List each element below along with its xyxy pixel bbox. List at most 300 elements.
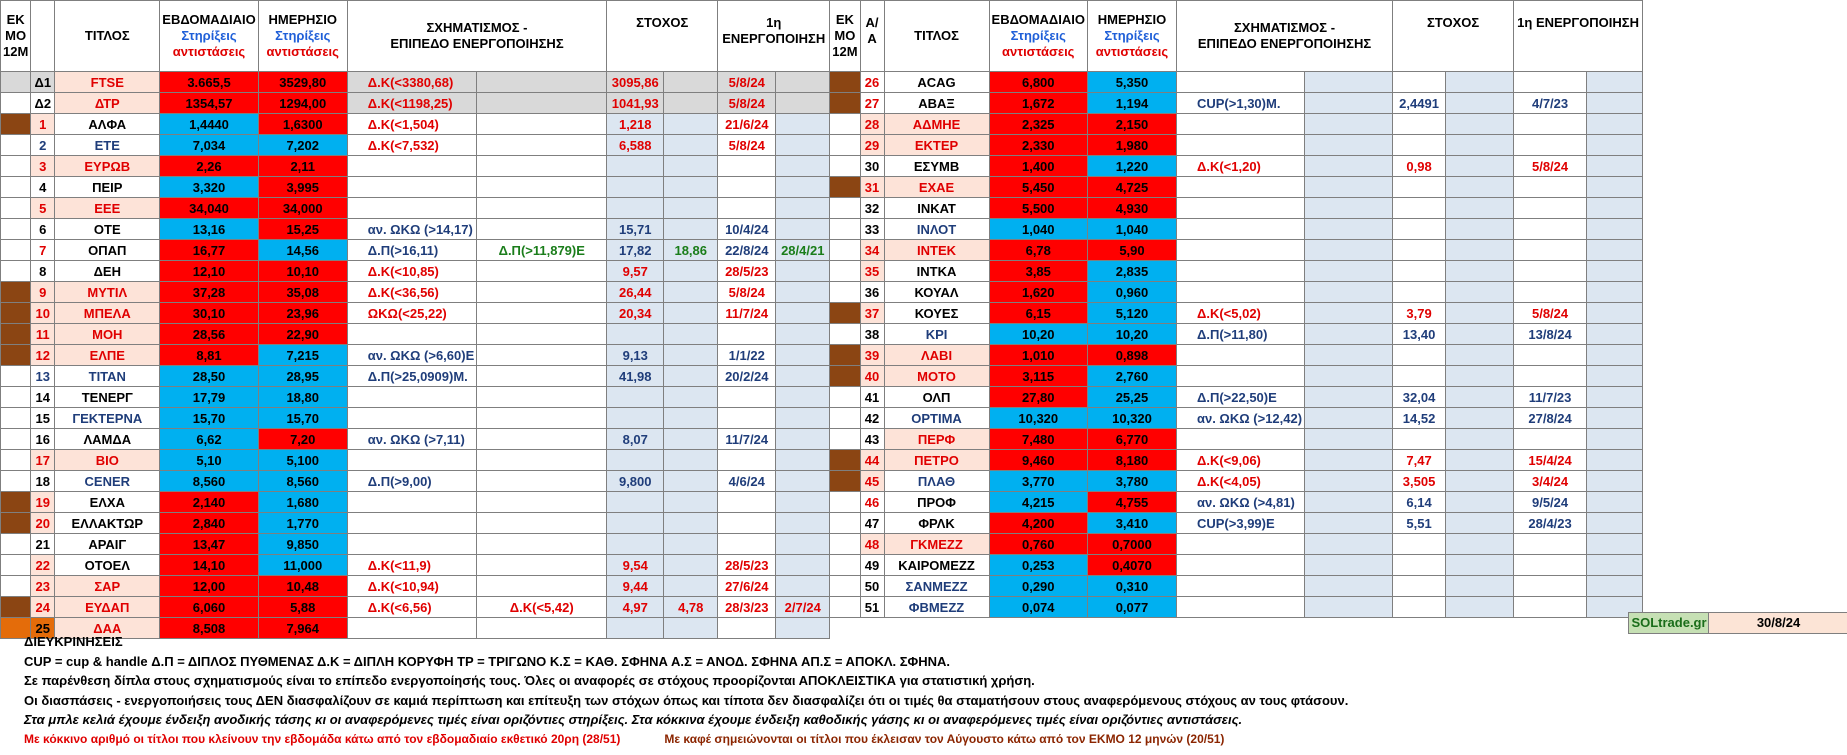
activation-date-right — [1514, 219, 1587, 240]
daily-level: 1,680 — [258, 492, 347, 513]
activation-date: 22/8/24 — [718, 240, 776, 261]
row-number: 8 — [31, 261, 55, 282]
table-row — [1, 555, 1643, 576]
activation-date-right — [1514, 261, 1587, 282]
daily-level-right: 10,20 — [1087, 324, 1176, 345]
table-row — [1, 408, 1643, 429]
activation-date-right — [1514, 576, 1587, 597]
activation-date-right: 28/4/23 — [1514, 513, 1587, 534]
weekly-level-right: 7,480 — [989, 429, 1087, 450]
activation-date — [718, 324, 776, 345]
table-row — [1, 471, 1643, 492]
header-title-right: ΤΙΤΛΟΣ — [884, 1, 989, 72]
activation-date-right: 13/8/24 — [1514, 324, 1587, 345]
daily-level: 7,964 — [258, 618, 347, 639]
weekly-level-right: 5,450 — [989, 177, 1087, 198]
formation-secondary — [477, 198, 607, 219]
formation-right — [1176, 261, 1304, 282]
formation-right: Δ.Π(>22,50)Ε — [1176, 387, 1304, 408]
target: 20,34 — [607, 303, 664, 324]
stock-name: ΕΤΕ — [55, 135, 160, 156]
target-right-spare — [1446, 282, 1514, 303]
formation: Δ.Π(>9,00) — [347, 471, 477, 492]
table-row — [1, 198, 1643, 219]
row-number: 9 — [31, 282, 55, 303]
row-number-right: 36 — [860, 282, 884, 303]
formation-secondary — [477, 450, 607, 471]
formation-right — [1176, 219, 1304, 240]
stock-name-right: ΓΚΜΕΖΖ — [884, 534, 989, 555]
formation-right — [1176, 240, 1304, 261]
activation-date-right-spare — [1587, 450, 1643, 471]
daily-level: 11,000 — [258, 555, 347, 576]
header-activation: 1η ΕΝΕΡΓΟΠΟΙΗΣΗ — [718, 1, 830, 72]
daily-level-right: 6,770 — [1087, 429, 1176, 450]
activation-date-right-spare — [1587, 72, 1643, 93]
formation-right-spare — [1305, 408, 1393, 429]
ekmo-marker — [1, 303, 31, 324]
formation-right-spare — [1305, 429, 1393, 450]
target — [607, 450, 664, 471]
stock-name: ΟΠΑΠ — [55, 240, 160, 261]
stock-name-right: ΙΝΚΑΤ — [884, 198, 989, 219]
activation-date-secondary: 28/4/21 — [776, 240, 830, 261]
daily-level-right: 3,780 — [1087, 471, 1176, 492]
target-right-spare — [1446, 114, 1514, 135]
stock-name: ΑΛΦΑ — [55, 114, 160, 135]
formation-right-spare — [1305, 492, 1393, 513]
activation-date: 11/7/24 — [718, 303, 776, 324]
row-number-right: 29 — [860, 135, 884, 156]
activation-date — [718, 408, 776, 429]
target: 17,82 — [607, 240, 664, 261]
row-number-right: 31 — [860, 177, 884, 198]
target: 9,54 — [607, 555, 664, 576]
weekly-level: 13,16 — [160, 219, 258, 240]
daily-level-right: 8,180 — [1087, 450, 1176, 471]
formation-secondary — [477, 135, 607, 156]
activation-date-right-spare — [1587, 576, 1643, 597]
weekly-level: 12,00 — [160, 576, 258, 597]
target: 3095,86 — [607, 72, 664, 93]
ekmo-marker — [1, 198, 31, 219]
activation-date — [718, 513, 776, 534]
ekmo-marker — [1, 408, 31, 429]
ekmo-marker — [1, 72, 31, 93]
daily-level: 35,08 — [258, 282, 347, 303]
target-right-spare — [1446, 135, 1514, 156]
activation-date: 5/8/24 — [718, 72, 776, 93]
row-number-right: 51 — [860, 597, 884, 618]
target-secondary — [664, 114, 718, 135]
header-formation-label: ΣΧΗΜΑΤΙΣΜΟΣ - — [426, 20, 528, 35]
row-number: 7 — [31, 240, 55, 261]
row-number: Δ1 — [31, 72, 55, 93]
daily-level-right: 0,960 — [1087, 282, 1176, 303]
header-ekmo-right: ΕΚ ΜΟ 12Μ — [830, 1, 860, 72]
target-right-spare — [1446, 240, 1514, 261]
activation-date-right-spare — [1587, 177, 1643, 198]
activation-date-right-spare — [1587, 534, 1643, 555]
header-formation-right — [1176, 1, 1392, 72]
target-right — [1393, 429, 1446, 450]
formation-right-spare — [1305, 387, 1393, 408]
notes-parenthesis: Σε παρένθεση δίπλα στους σχηματισμούς είναι το επίπεδο ενεργοποίησής τους. Όλες οι αναφορές σε στόχους προορίζονται ΑΠΟΚΛΕΙΣΤΙΚΑ για στατιστική χρήση. — [24, 673, 1035, 688]
stock-name: ΔΕΗ — [55, 261, 160, 282]
activation-date-secondary — [776, 429, 830, 450]
activation-date-right — [1514, 240, 1587, 261]
weekly-level-right: 2,330 — [989, 135, 1087, 156]
target-secondary — [664, 555, 718, 576]
activation-date-right-spare — [1587, 261, 1643, 282]
target-right: 3,79 — [1393, 303, 1446, 324]
ekmo-marker — [1, 324, 31, 345]
daily-level: 15,70 — [258, 408, 347, 429]
formation: Δ.Κ(<1198,25) — [347, 93, 477, 114]
row-number-right: 43 — [860, 429, 884, 450]
header-target-right: ΣΤΟΧΟΣ — [1393, 1, 1514, 72]
row-number: 3 — [31, 156, 55, 177]
target-right — [1393, 72, 1446, 93]
ekmo-marker — [1, 450, 31, 471]
header-daily-support: Στηρίξεις — [275, 28, 331, 43]
weekly-level-right: 0,253 — [989, 555, 1087, 576]
row-number-right: 27 — [860, 93, 884, 114]
activation-date-secondary — [776, 303, 830, 324]
activation-date-right-spare — [1587, 303, 1643, 324]
weekly-level: 5,10 — [160, 450, 258, 471]
activation-date-secondary — [776, 576, 830, 597]
row-number-right: 46 — [860, 492, 884, 513]
activation-date — [718, 198, 776, 219]
stock-name-right: ΠΕΤΡΟ — [884, 450, 989, 471]
header-title: ΤΙΤΛΟΣ — [55, 1, 160, 72]
row-number: 11 — [31, 324, 55, 345]
stock-name-right: ΕΚΤΕΡ — [884, 135, 989, 156]
daily-level: 3529,80 — [258, 72, 347, 93]
row-number-right: 45 — [860, 471, 884, 492]
daily-level-right: 0,077 — [1087, 597, 1176, 618]
weekly-level-right: 1,040 — [989, 219, 1087, 240]
ekmo-marker-right — [830, 345, 860, 366]
daily-level: 7,20 — [258, 429, 347, 450]
weekly-level: 6,62 — [160, 429, 258, 450]
table-row — [1, 219, 1643, 240]
notes-title: ΔΙΕΥΚΡΙΝΗΣΕΙΣ — [24, 634, 123, 649]
stock-name: ΓΕΚΤΕΡΝΑ — [55, 408, 160, 429]
target-secondary — [664, 576, 718, 597]
ekmo-marker — [1, 576, 31, 597]
weekly-level: 30,10 — [160, 303, 258, 324]
weekly-level: 15,70 — [160, 408, 258, 429]
weekly-level-right: 0,074 — [989, 597, 1087, 618]
formation-right — [1176, 345, 1304, 366]
daily-level: 7,215 — [258, 345, 347, 366]
activation-date-secondary — [776, 513, 830, 534]
header-weekly-right-label: ΕΒΔΟΜΑΔΙΑΙΟ — [991, 12, 1085, 27]
weekly-level-right: 3,770 — [989, 471, 1087, 492]
ekmo-marker — [1, 156, 31, 177]
table-row — [1, 72, 1643, 93]
daily-level: 10,48 — [258, 576, 347, 597]
notes-legend: CUP = cup & handle Δ.Π = ΔΙΠΛΟΣ ΠΥΘΜΕΝΑΣ Δ.Κ = ΔΙΠΛΗ ΚΟΡΥΦΗ TP = ΤΡΙΓΩΝΟ Κ.Σ = ΚΑΘ. ΣΦΗΝΑ Α.Σ = ΑΝΟΔ. ΣΦΗΝΑ ΑΠ.Σ = ΑΠΟΚΛ. ΣΦΗΝΑ. — [24, 653, 950, 669]
ekmo-marker — [1, 261, 31, 282]
stock-name: ΜΟΗ — [55, 324, 160, 345]
target-secondary — [664, 387, 718, 408]
activation-date-right-spare — [1587, 366, 1643, 387]
target-right-spare — [1446, 366, 1514, 387]
activation-date-right: 11/7/23 — [1514, 387, 1587, 408]
target-right-spare — [1446, 513, 1514, 534]
row-number: 23 — [31, 576, 55, 597]
activation-date-right-spare — [1587, 555, 1643, 576]
weekly-level: 2,840 — [160, 513, 258, 534]
daily-level-right: 1,980 — [1087, 135, 1176, 156]
header-aa: Α/Α — [860, 1, 884, 72]
daily-level: 22,90 — [258, 324, 347, 345]
ekmo-marker — [1, 513, 31, 534]
target-right — [1393, 240, 1446, 261]
target-right-spare — [1446, 156, 1514, 177]
activation-date-secondary — [776, 408, 830, 429]
stock-name-right: ΚΟΥΑΛ — [884, 282, 989, 303]
weekly-level: 8,560 — [160, 471, 258, 492]
formation: Δ.Π(>25,0909)Μ. — [347, 366, 477, 387]
target — [607, 492, 664, 513]
activation-date-right — [1514, 345, 1587, 366]
activation-date: 4/6/24 — [718, 471, 776, 492]
ekmo-marker-right — [830, 576, 860, 597]
formation — [347, 324, 477, 345]
stock-name-right: ΑΔΜΗΕ — [884, 114, 989, 135]
activation-date — [718, 177, 776, 198]
formation-right: CUP(>3,99)Ε — [1176, 513, 1304, 534]
header-daily-right-resistance: αντιστάσεις — [1095, 44, 1169, 59]
stock-name: FTSE — [55, 72, 160, 93]
daily-level-right: 3,410 — [1087, 513, 1176, 534]
formation — [347, 450, 477, 471]
ekmo-marker-right — [830, 366, 860, 387]
activation-date-secondary — [776, 534, 830, 555]
table-row — [1, 366, 1643, 387]
formation: Δ.Κ(<36,56) — [347, 282, 477, 303]
target-right — [1393, 114, 1446, 135]
target-right — [1393, 261, 1446, 282]
activation-date-right: 27/8/24 — [1514, 408, 1587, 429]
weekly-level-right: 1,620 — [989, 282, 1087, 303]
target-right: 14,52 — [1393, 408, 1446, 429]
formation-right-spare — [1305, 177, 1393, 198]
target-right-spare — [1446, 324, 1514, 345]
report-date: 30/8/24 — [1708, 612, 1847, 634]
target — [607, 324, 664, 345]
stock-name: ΕΛΛΑΚΤΩΡ — [55, 513, 160, 534]
ekmo-marker — [1, 240, 31, 261]
ekmo-marker — [1, 471, 31, 492]
ekmo-marker-right — [830, 93, 860, 114]
formation-secondary — [477, 492, 607, 513]
formation-right-spare — [1305, 555, 1393, 576]
stock-name-right: ΠΡΟΦ — [884, 492, 989, 513]
daily-level-right: 2,150 — [1087, 114, 1176, 135]
stock-name: ΛΑΜΔΑ — [55, 429, 160, 450]
daily-level: 34,000 — [258, 198, 347, 219]
activation-date — [718, 387, 776, 408]
weekly-level: 8,508 — [160, 618, 258, 639]
activation-date: 1/1/22 — [718, 345, 776, 366]
header-weekly-support: Στηρίξεις — [181, 28, 237, 43]
formation-secondary — [477, 387, 607, 408]
target-right: 3,505 — [1393, 471, 1446, 492]
stock-name-right: ΛΑΒΙ — [884, 345, 989, 366]
header-daily-right-support: Στηρίξεις — [1104, 28, 1160, 43]
daily-level: 9,850 — [258, 534, 347, 555]
activation-date: 5/8/24 — [718, 135, 776, 156]
activation-date-right-spare — [1587, 429, 1643, 450]
weekly-level-right: 3,85 — [989, 261, 1087, 282]
table-row — [1, 513, 1643, 534]
notes-disclaimer: Οι διασπάσεις - ενεργοποιήσεις τους ΔΕΝ διασφαλίζουν σε καμιά περίπτωση και επίτευξη των στόχων όπως και τίποτα δεν διασφαλίζει ότι οι τιμές θα σταματήσουν στους αναφερόμενους στόχους αν τους φτάσουν. — [24, 692, 1349, 708]
formation-right — [1176, 135, 1304, 156]
formation: ΩΚΩ(<25,22) — [347, 303, 477, 324]
target-secondary — [664, 450, 718, 471]
ekmo-marker-right — [830, 471, 860, 492]
target-secondary: 18,86 — [664, 240, 718, 261]
target: 8,07 — [607, 429, 664, 450]
activation-date-secondary — [776, 198, 830, 219]
stock-name-right: ΚΑΙΡΟΜΕΖΖ — [884, 555, 989, 576]
activation-date-right-spare — [1587, 282, 1643, 303]
activation-date-right: 5/8/24 — [1514, 156, 1587, 177]
target-secondary — [664, 324, 718, 345]
formation-right: Δ.Κ(<9,06) — [1176, 450, 1304, 471]
formation — [347, 177, 477, 198]
activation-date-right — [1514, 114, 1587, 135]
activation-date-right — [1514, 555, 1587, 576]
formation-right-spare — [1305, 282, 1393, 303]
row-number-right: 37 — [860, 303, 884, 324]
table-row — [1, 282, 1643, 303]
activation-date-right: 15/4/24 — [1514, 450, 1587, 471]
stock-name: ΕΕΕ — [55, 198, 160, 219]
target: 41,98 — [607, 366, 664, 387]
stock-name: ΕΥΔΑΠ — [55, 597, 160, 618]
activation-date-secondary — [776, 114, 830, 135]
formation-right — [1176, 177, 1304, 198]
ekmo-marker-right — [830, 387, 860, 408]
ekmo-marker — [1, 282, 31, 303]
target-secondary — [664, 366, 718, 387]
ekmo-marker-right — [830, 408, 860, 429]
ekmo-marker — [1, 387, 31, 408]
weekly-level: 7,034 — [160, 135, 258, 156]
activation-date — [718, 156, 776, 177]
activation-date — [718, 492, 776, 513]
stock-name: ΕΛΠΕ — [55, 345, 160, 366]
stock-name: ΜΥΤΙΛ — [55, 282, 160, 303]
ekmo-marker — [1, 114, 31, 135]
weekly-level-right: 0,760 — [989, 534, 1087, 555]
formation-right-spare — [1305, 366, 1393, 387]
formation-right-spare — [1305, 513, 1393, 534]
formation-secondary — [477, 345, 607, 366]
row-number: 13 — [31, 366, 55, 387]
ekmo-marker — [1, 429, 31, 450]
target-secondary — [664, 345, 718, 366]
stock-name-right: ΠΛΑΘ — [884, 471, 989, 492]
activation-date-secondary — [776, 282, 830, 303]
table-row — [1, 114, 1643, 135]
ekmo-marker-right — [830, 240, 860, 261]
formation-right — [1176, 534, 1304, 555]
formation-secondary — [477, 513, 607, 534]
formation-secondary — [477, 366, 607, 387]
formation: Δ.Κ(<1,504) — [347, 114, 477, 135]
daily-level: 18,80 — [258, 387, 347, 408]
notes-colors: Στα μπλε κελιά έχουμε ένδειξη ανοδικής τάσης κι οι αναφερόμενες τιμές είναι οριζόντιες στηρίξεις. Στα κόκκινα έχουμε ένδειξη καθοδικής γάσης κι οι αναφερόμενες τιμές είναι οριζόντιες αντιστάσεις. — [24, 712, 1243, 727]
formation: αν. ΩΚΩ (>6,60)Ε — [347, 345, 477, 366]
row-number-right: 50 — [860, 576, 884, 597]
stock-name-right: ΚΟΥΕΣ — [884, 303, 989, 324]
daily-level-right: 25,25 — [1087, 387, 1176, 408]
target — [607, 156, 664, 177]
formation-right-spare — [1305, 303, 1393, 324]
ekmo-marker — [1, 492, 31, 513]
target-right: 0,98 — [1393, 156, 1446, 177]
row-number: 19 — [31, 492, 55, 513]
stock-name: ΟΤΟΕΛ — [55, 555, 160, 576]
daily-level-right: 0,898 — [1087, 345, 1176, 366]
activation-date: 21/6/24 — [718, 114, 776, 135]
daily-level-right: 5,350 — [1087, 72, 1176, 93]
daily-level-right: 2,835 — [1087, 261, 1176, 282]
weekly-level: 16,77 — [160, 240, 258, 261]
header-daily-right — [1087, 1, 1176, 72]
activation-date-secondary — [776, 72, 830, 93]
weekly-level-right: 5,500 — [989, 198, 1087, 219]
formation-secondary — [477, 219, 607, 240]
formation-right-spare — [1305, 156, 1393, 177]
weekly-level-right: 1,672 — [989, 93, 1087, 114]
activation-date-secondary — [776, 471, 830, 492]
header-num — [31, 1, 55, 72]
ekmo-marker-right — [830, 114, 860, 135]
ekmo-marker-right — [830, 324, 860, 345]
daily-level: 15,25 — [258, 219, 347, 240]
daily-level: 2,11 — [258, 156, 347, 177]
row-number-right: 34 — [860, 240, 884, 261]
target-secondary — [664, 72, 718, 93]
weekly-level: 28,50 — [160, 366, 258, 387]
weekly-level-right: 0,290 — [989, 576, 1087, 597]
stock-name-right: ΙΝΤΕΚ — [884, 240, 989, 261]
target-right-spare — [1446, 93, 1514, 114]
target-right: 2,4491 — [1393, 93, 1446, 114]
formation-right-spare — [1305, 261, 1393, 282]
ekmo-marker-right — [830, 513, 860, 534]
target-secondary — [664, 135, 718, 156]
activation-date-right-spare — [1587, 471, 1643, 492]
ekmo-marker — [1, 534, 31, 555]
target: 26,44 — [607, 282, 664, 303]
row-number: 15 — [31, 408, 55, 429]
ekmo-marker-right — [830, 492, 860, 513]
activation-date-right — [1514, 198, 1587, 219]
activation-date-right: 3/4/24 — [1514, 471, 1587, 492]
weekly-level: 34,040 — [160, 198, 258, 219]
daily-level: 10,10 — [258, 261, 347, 282]
activation-date — [718, 450, 776, 471]
